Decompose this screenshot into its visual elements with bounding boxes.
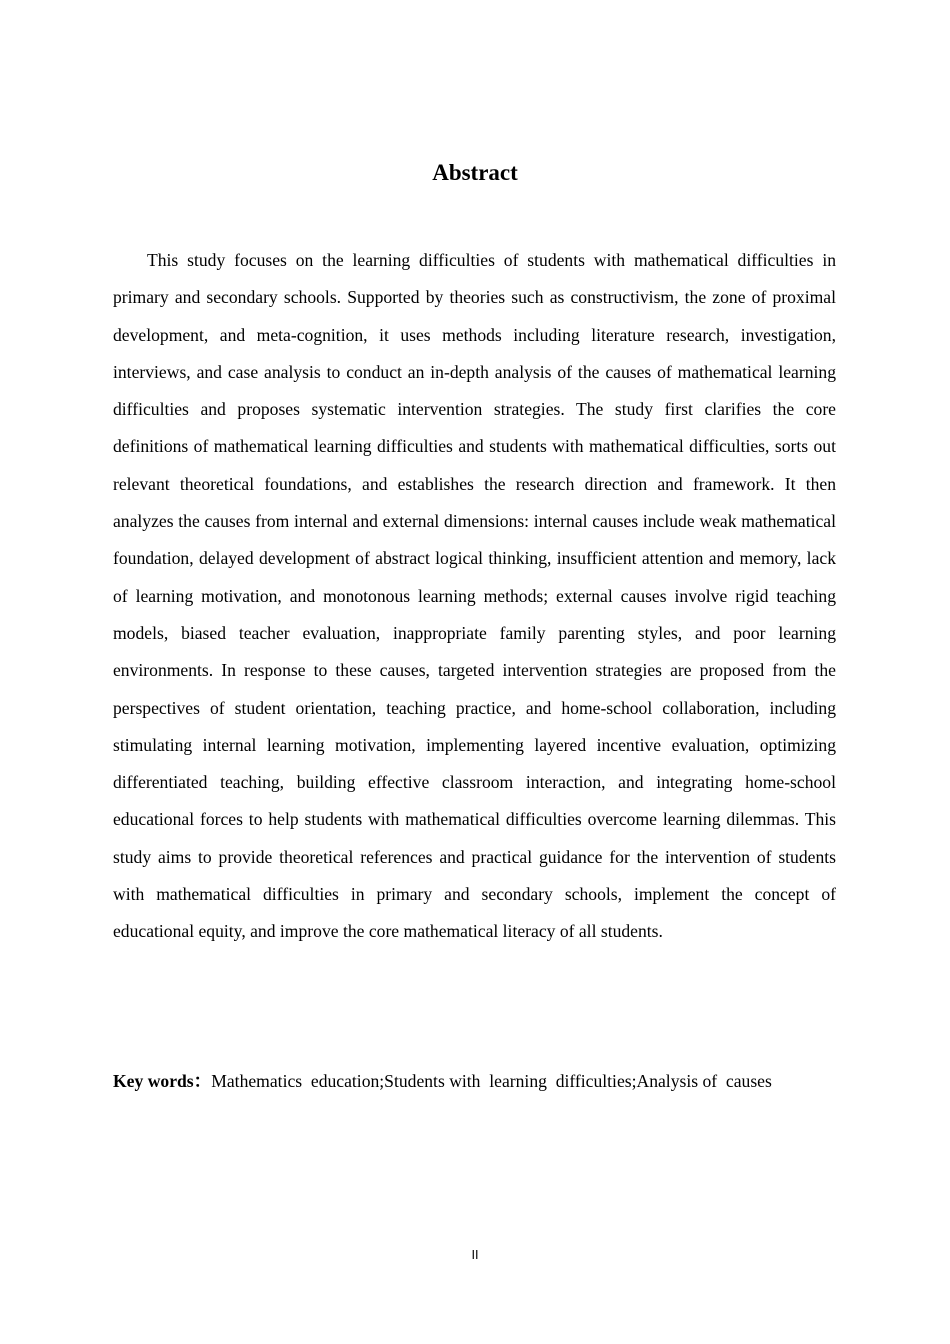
- abstract-title: Abstract: [432, 160, 518, 185]
- keywords-line: [113, 1066, 873, 1096]
- abstract-body: This study focuses on the learning difficulties of students with mathematical difficulties in primary and secondary schools. Supported by theories such as constructivism, the zone of proximal development, and meta-cognition, it uses methods including literature research, investigation, interviews, and case analysis to conduct an in-depth analysis of the causes of mathematical learning difficulties and proposes systematic intervention strategies. The study first clarifies the core definitions of mathematical learning difficulties and students with mathematical difficulties, sorts out relevant theoretical foundations, and establishes the research direction and framework. It then analyzes the causes from internal and external dimensions: internal causes include weak mathematical foundation, delayed development of abstract logical thinking, insufficient attention and memory, lack of learning motivation, and monotonous learning methods; external causes involve rigid teaching models, biased teacher evaluation, inappropriate family parenting styles, and poor learning environments. In response to these causes, targeted intervention strategies are proposed from the perspectives of student orientation, teaching practice, and home-school collaboration, including stimulating internal learning motivation, implementing layered incentive evaluation, optimizing differentiated teaching, building effective classroom interaction, and integrating home-school educational forces to help students with mathematical difficulties overcome learning dilemmas. This study aims to provide theoretical references and practical guidance for the intervention of students with mathematical difficulties in primary and secondary schools, implement the concept of educational equity, and improve the core mathematical literacy of all students.: [113, 250, 836, 942]
- page-number: II: [471, 1248, 479, 1262]
- keywords-label: Key words：: [113, 1071, 212, 1091]
- keywords-text: Mathematics education;Students with learning difficulties;Analysis of causes: [211, 1071, 772, 1091]
